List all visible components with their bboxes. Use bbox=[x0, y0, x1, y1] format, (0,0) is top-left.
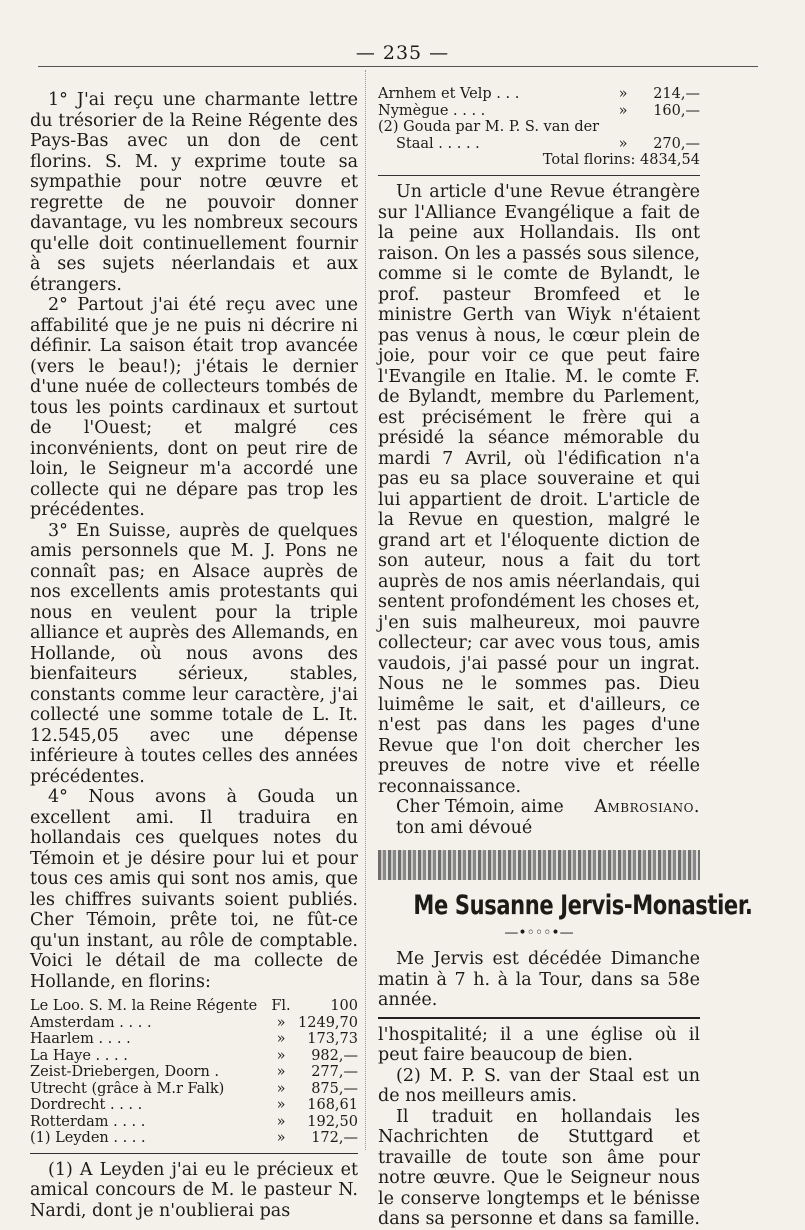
footnote-1: (1) A Leyden j'ai eu le précieux et amical concours de M. le pasteur N. Nardi, dont je n'oublierai pas bbox=[30, 1159, 358, 1221]
continued-paragraph: l'hospitalité; il a une église où il peut faire beaucoup de bien. bbox=[378, 1024, 700, 1065]
ledger-amount: 982,— bbox=[311, 1047, 358, 1064]
closing-line bbox=[378, 797, 700, 838]
ledger-place: Dordrecht . . . . bbox=[30, 1097, 143, 1113]
ledger-place: Amsterdam . . . . bbox=[30, 1014, 152, 1031]
left-column bbox=[30, 90, 358, 1221]
ledger-place: Arnhem et Velp . . . bbox=[378, 86, 520, 102]
ledger-amount: 214,— bbox=[653, 86, 700, 102]
ledger-row bbox=[30, 1081, 358, 1098]
footnote-rule bbox=[30, 1153, 358, 1154]
ledger-amount: 270,— bbox=[653, 135, 700, 152]
ledger-row bbox=[378, 86, 700, 103]
column-divider bbox=[365, 70, 366, 1150]
ledger-place: Staal . . . . . bbox=[396, 135, 480, 152]
ledger-amount: 875,— bbox=[311, 1080, 358, 1097]
paragraph-1: 1° J'ai reçu une charmante lettre du trésorier de la Reine Régente des Pays-Bas avec un don de cent florins. S. M. y exprime toute sa sympathie pour notre œuvre et regrette de ne pouvoir donner davantage, vu les nombreux secours qu'elle doit continuellement fournir à ses sujets néerlandais et aux étrangers. bbox=[30, 90, 358, 295]
ledger-amount bbox=[636, 119, 700, 136]
ledger-row bbox=[30, 1048, 358, 1065]
ledger-mark: » bbox=[276, 1014, 286, 1031]
ledger-row bbox=[30, 1015, 358, 1032]
ledger-amount: 192,50 bbox=[307, 1113, 358, 1130]
footnote-3: Il traduit en hollandais les Nachrichten de Stuttgard et travaille de toute son âme pour notre œuvre. Que le Seigneur nous le conserve longtemps et le bénisse dans sa personne et dans sa famille. bbox=[378, 1106, 700, 1229]
ledger-row bbox=[30, 1097, 358, 1114]
footnote-2: (2) M. P. S. van der Staal est un de nos meilleurs amis. bbox=[378, 1065, 700, 1106]
ledger-row bbox=[30, 1114, 358, 1131]
signature: Ambrosiano. bbox=[594, 797, 700, 817]
ledger-amount: 160,— bbox=[653, 102, 700, 119]
ledger-mark: » bbox=[276, 1113, 286, 1130]
ledger-mark bbox=[610, 119, 636, 136]
ledger-mark: » bbox=[618, 86, 628, 102]
right-column bbox=[378, 86, 753, 1230]
paragraph-4: 4° Nous avons à Gouda un excellent ami. Il traduira en hollandais ces quelques notes du Témoin et je désire pour lui et pour tous ces amis qui sont nos amis, que les chiffres suivants soient publiés. Cher Témoin, prête toi, ne fût-ce qu'un instant, au rôle de comptable. Voici le détail de ma collecte de Hollande, en florins: bbox=[30, 787, 358, 992]
ledger-place: Zeist-Driebergen, Doorn . bbox=[30, 1064, 220, 1080]
ledger-place: Utrecht (grâce à M.r Falk) bbox=[30, 1080, 225, 1097]
ledger-amount: 100 bbox=[330, 998, 358, 1014]
obituary-rule bbox=[378, 1017, 700, 1019]
ledger-mark: » bbox=[276, 1064, 286, 1080]
total-rule bbox=[378, 175, 700, 176]
ledger-row bbox=[30, 1130, 358, 1147]
collection-ledger bbox=[30, 998, 358, 1147]
ledger-place: Nymègue . . . . bbox=[378, 102, 486, 119]
paragraph-2: 2° Partout j'ai été reçu avec une affabilité que je ne puis ni décrire ni définir. La saison était trop avancée (vers le beau!); j'étais le dernier d'une nuée de collecteurs tombés de tous les points cardinaux et surtout de l'Ouest; et malgré ces inconvénients, dont on peut rire de loin, le Seigneur m'a accordé une collecte qui ne dépare pas trop les précédentes. bbox=[30, 295, 358, 520]
ledger-row bbox=[378, 119, 700, 136]
ledger-amount: 173,73 bbox=[307, 1031, 358, 1047]
ledger-mark: » bbox=[276, 1047, 286, 1064]
ledger-row bbox=[378, 136, 700, 153]
ledger-mark: Fl. bbox=[271, 998, 291, 1014]
top-rule bbox=[38, 66, 758, 67]
ledger-place: La Haye . . . . bbox=[30, 1047, 128, 1064]
ledger-amount: 168,61 bbox=[307, 1097, 358, 1113]
closing-text: Cher Témoin, aime ton ami dévoué bbox=[396, 797, 564, 838]
ledger-row bbox=[378, 103, 700, 120]
ledger-row bbox=[30, 1064, 358, 1081]
ledger-mark: » bbox=[618, 135, 628, 152]
obituary-text: Me Jervis est décédée Dimanche matin à 7 h. à la Tour, dans sa 58e année. bbox=[378, 949, 700, 1010]
ledger-mark: » bbox=[276, 1130, 286, 1146]
ledger-place: Rotterdam . . . . bbox=[30, 1113, 146, 1130]
ledger-mark: » bbox=[276, 1097, 286, 1113]
ledger-amount: 172,— bbox=[311, 1130, 358, 1146]
collection-ledger-continued bbox=[378, 86, 700, 152]
ledger-row bbox=[30, 998, 358, 1015]
decorative-banner bbox=[378, 850, 700, 880]
ledger-amount: 1249,70 bbox=[298, 1014, 358, 1031]
paragraph-3: 3° En Suisse, auprès de quelques amis personnels que M. J. Pons ne connaît pas; en Alsace auprès de nos excellents amis protestants qui nous en veulent pour la triple alliance et auprès des Allemands, en Hollande, où nous avons des bienfaiteurs sérieux, stables, constants comme leur caractère, j'ai collecté une somme totale de L. It. 12.545,05 avec une dépense inférieure à toutes celles des années précédentes. bbox=[30, 520, 358, 787]
ledger-place: Le Loo. S. M. la Reine Régente bbox=[30, 998, 258, 1014]
obituary-headline: Me Susanne Jervis-Monastier. bbox=[413, 890, 753, 921]
ledger-mark: » bbox=[618, 102, 628, 119]
ledger-amount: 277,— bbox=[311, 1064, 358, 1080]
ledger-row bbox=[30, 1031, 358, 1048]
article-paragraph: Un article d'une Revue étrangère sur l'Alliance Evangélique a fait de la peine aux Hollandais. Ils ont raison. On les a passés sous silence, comme si le comte de Bylandt, le prof. pasteur Bromfeed et le ministre Gerth van Wiyk n'étaient pas venus à nous, le cœur plein de joie, pour voir ce que peut faire l'Evangile en Italie. M. le comte F. de Bylandt, membre du Parlement, est précisément le frère qui a présidé la séance mémorable du mardi 7 Avril, où l'édification n'a pas eu sa place souveraine et qui lui appartient de droit. L'article de la Revue en question, malgré le grand art et l'éloquente diction de son auteur, nous a fait du tort auprès de nos amis néerlandais, qui sentent profondément les choses et, j'en suis malheureux, moi pauvre collecteur; car avec vous tous, amis vaudois, j'ai passé pour un ingrat. Nous ne le sommes pas. Dieu luimême le sait, et d'ailleurs, ce n'est pas dans les pages d'une Revue que l'on doit chercher les preuves de notre vive et réelle reconnaissance. bbox=[378, 182, 700, 797]
ledger-total: Total florins: 4834,54 bbox=[542, 152, 700, 168]
ledger-mark: » bbox=[276, 1031, 286, 1047]
ledger-place: (1) Leyden . . . . bbox=[30, 1130, 146, 1146]
ornament-divider: —•◦◦◦•— bbox=[504, 925, 574, 941]
ledger-mark: » bbox=[276, 1080, 286, 1097]
page-number: — 235 — bbox=[355, 42, 450, 64]
ledger-place: Haarlem . . . . bbox=[30, 1031, 131, 1047]
ledger-place: (2) Gouda par M. P. S. van der bbox=[378, 119, 600, 135]
